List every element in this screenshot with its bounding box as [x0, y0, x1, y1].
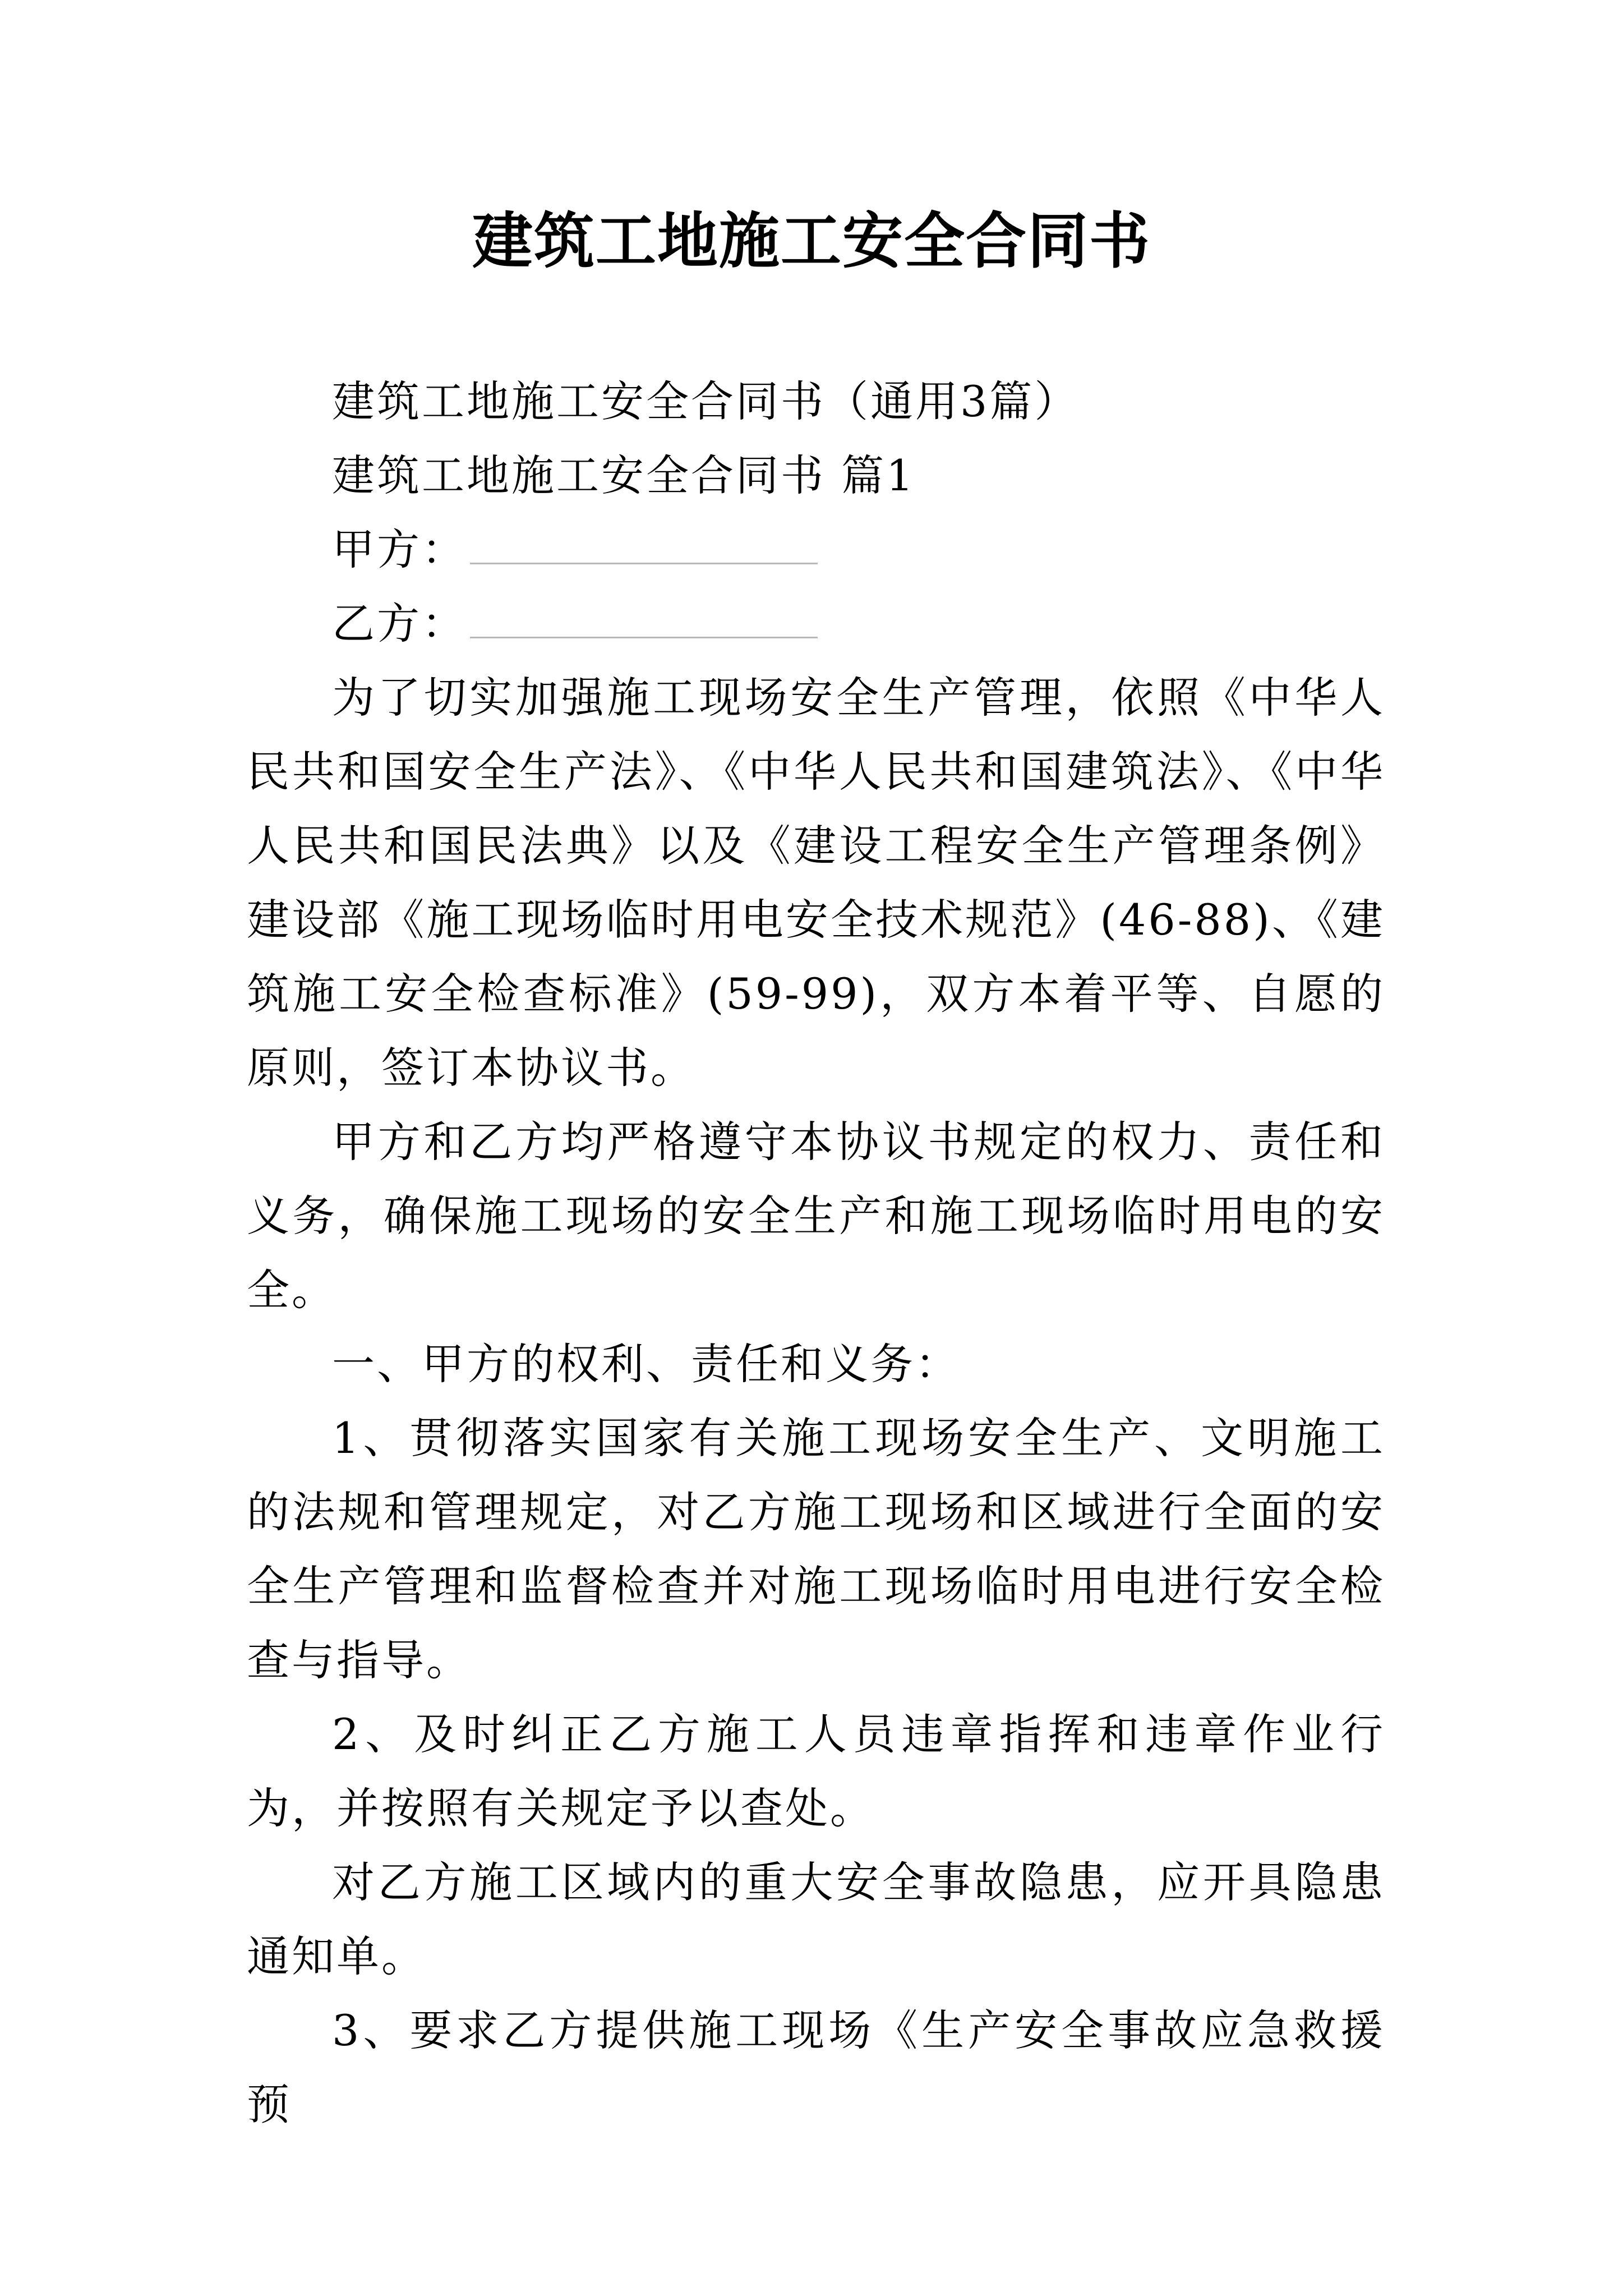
clause-1: 1、贯彻落实国家有关施工现场安全生产、文明施工的法规和管理规定，对乙方施工现场和区域进行全面的安全生产管理和监督检查并对施工现场临时用电进行安全检查与指导。 — [247, 1413, 1385, 1685]
paragraph-obligations: 甲方和乙方均严格遵守本协议书规定的权力、责任和义务，确保施工现场的安全生产和施工现场临时用电的安全。 — [247, 1117, 1385, 1315]
paragraph-intro: 为了切实加强施工现场安全生产管理，依照《中华人民共和国安全生产法》、《中华人民共和国建筑法》、《中华人民共和国民法典》以及《建设工程安全生产管理条例》建设部《施工现场临时用电安全技术规范》(46-88)、《建筑施工安全检查标准》(59-99)，双方本着平等、自愿的原则，签订本协议书。 — [247, 673, 1385, 1093]
party-a-label: 甲方： — [332, 524, 467, 574]
party-b-blank — [470, 603, 818, 638]
clause-2-note: 对乙方施工区域内的重大安全事故隐患，应开具隐患通知单。 — [247, 1857, 1385, 1981]
clause-heading-party-a: 一、甲方的权利、责任和义务： — [332, 1339, 960, 1389]
party-a-line — [247, 513, 1385, 587]
party-b-line — [247, 587, 1385, 661]
subtitle: 建筑工地施工安全合同书（通用3篇） — [332, 376, 1080, 426]
document-title: 建筑工地施工安全合同书 — [472, 206, 1151, 277]
clause-2: 2、及时纠正乙方施工人员违章指挥和违章作业行为，并按照有关规定予以查处。 — [247, 1709, 1385, 1833]
party-b-label: 乙方： — [332, 599, 467, 648]
party-a-blank — [470, 529, 818, 564]
document-body — [247, 365, 1385, 2142]
section-heading: 建筑工地施工安全合同书 篇1 — [332, 450, 916, 500]
clause-3: 3、要求乙方提供施工现场《生产安全事故应急救援预 — [247, 2005, 1385, 2129]
